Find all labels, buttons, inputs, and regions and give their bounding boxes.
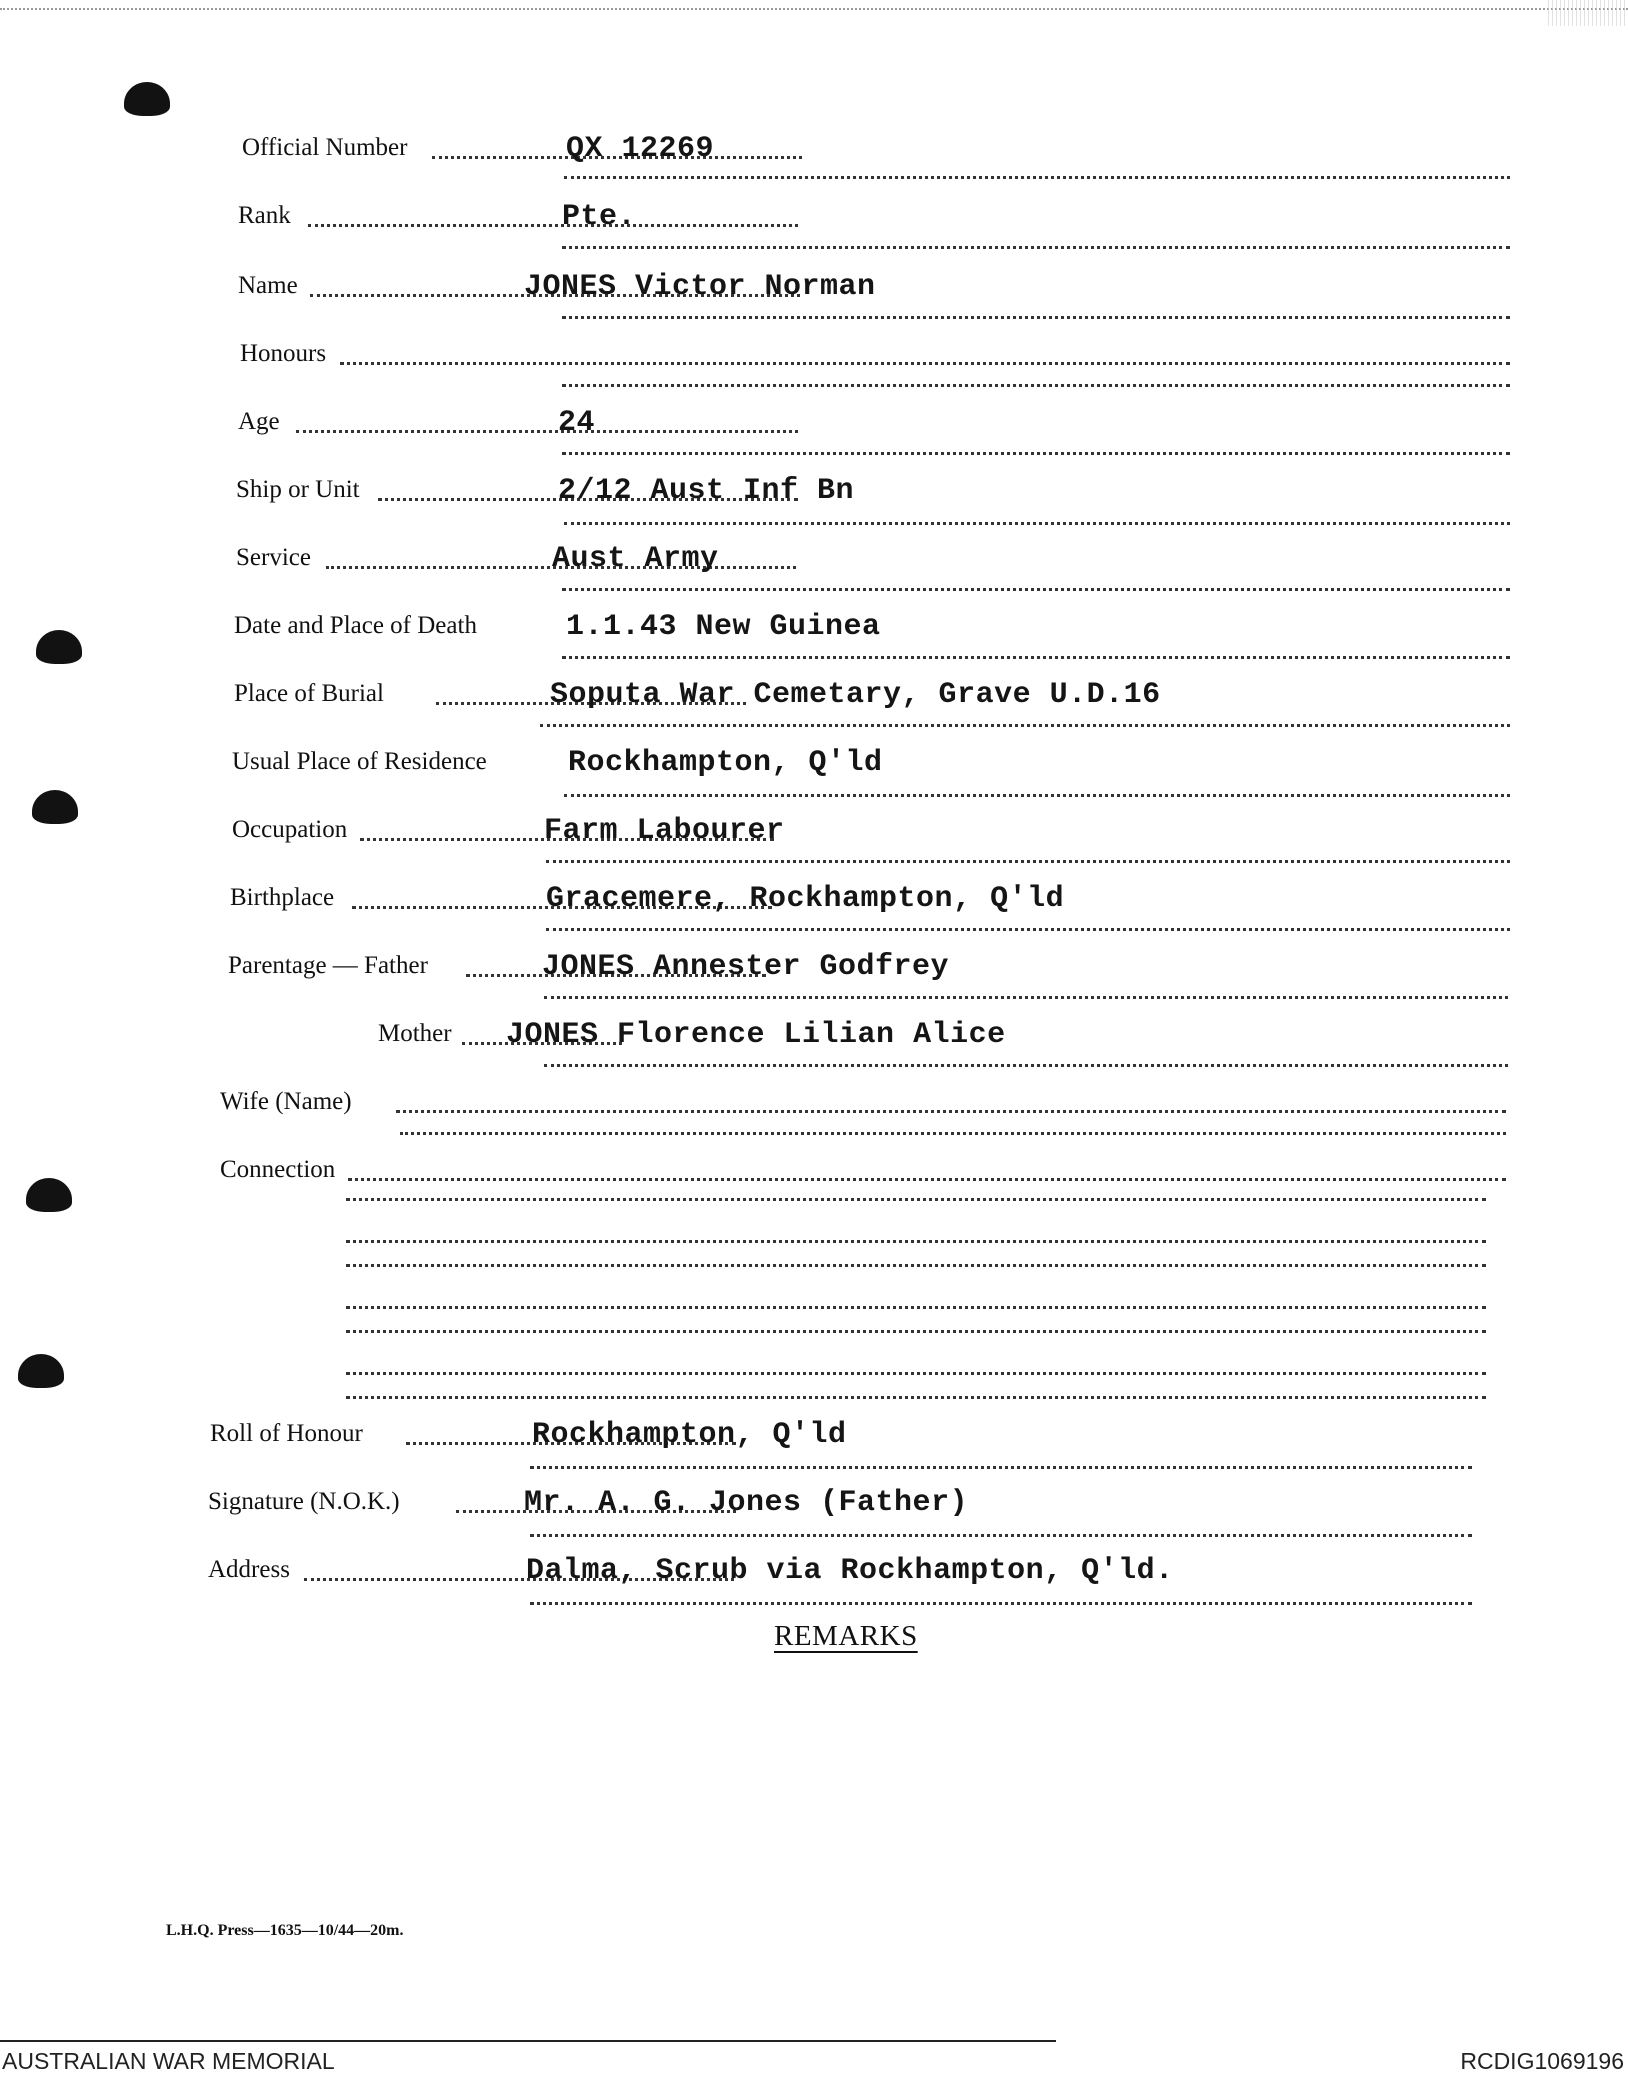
field-value: Rockhampton, Q'ld	[568, 746, 883, 780]
dotted-rule	[346, 1396, 1486, 1399]
field-label: Age	[238, 408, 280, 435]
dotted-rule	[346, 1330, 1486, 1333]
scan-noise	[1548, 0, 1628, 26]
field-label: Service	[236, 544, 311, 571]
field-label: Occupation	[232, 816, 348, 843]
field-birthplace	[230, 878, 1510, 918]
field-value: Rockhampton, Q'ld	[532, 1418, 847, 1452]
field-age	[238, 402, 1510, 442]
field-name	[238, 266, 1510, 306]
remarks-heading: REMARKS	[774, 1620, 918, 1652]
field-label: Place of Burial	[234, 680, 384, 707]
dotted-rule	[562, 452, 1510, 455]
punch-hole-icon	[124, 82, 170, 116]
field-value: Mr. A. G. Jones (Father)	[524, 1486, 969, 1520]
dotted-rule	[562, 588, 1510, 591]
field-label: Connection	[220, 1156, 336, 1183]
field-value: Dalma, Scrub via Rockhampton, Q'ld.	[526, 1554, 1174, 1588]
field-value: Aust Army	[552, 542, 719, 576]
press-mark: L.H.Q. Press—1635—10/44—20m.	[166, 1922, 404, 1939]
field-value: Farm Labourer	[544, 814, 785, 848]
dotted-leader	[340, 362, 1510, 365]
field-value: JONES Annester Godfrey	[542, 950, 950, 984]
field-connection	[220, 1150, 1506, 1190]
field-label: Parentage — Father	[228, 952, 428, 979]
dotted-rule	[346, 1198, 1486, 1201]
field-honours	[240, 334, 1510, 374]
footer-record-id: RCDIG1069196	[1460, 2048, 1624, 2074]
dotted-rule	[562, 656, 1510, 659]
dotted-rule	[564, 794, 1510, 797]
dotted-rule	[530, 1466, 1472, 1469]
torn-top-edge	[0, 0, 1628, 10]
field-label: Usual Place of Residence	[232, 748, 487, 775]
dotted-rule	[562, 316, 1510, 319]
dotted-rule	[546, 860, 1510, 863]
dotted-rule	[530, 1602, 1472, 1605]
punch-hole-icon	[26, 1178, 72, 1212]
field-label: Name	[238, 272, 298, 299]
field-label: Signature (N.O.K.)	[208, 1488, 400, 1515]
field-label: Ship or Unit	[236, 476, 360, 503]
dotted-rule	[346, 1306, 1486, 1309]
field-wife-name	[220, 1082, 1506, 1122]
field-ship-or-unit	[236, 470, 1510, 510]
field-value: Pte.	[562, 200, 637, 234]
dotted-rule	[540, 724, 1510, 727]
field-date-place-of-death	[234, 606, 1510, 646]
dotted-rule	[400, 1132, 1506, 1135]
footer-institution: AUSTRALIAN WAR MEMORIAL	[2, 2048, 335, 2074]
field-value: JONES Florence Lilian Alice	[506, 1018, 1006, 1052]
dotted-leader	[308, 224, 798, 227]
field-value: 1.1.43 New Guinea	[566, 610, 881, 644]
field-label: Address	[208, 1556, 290, 1583]
field-usual-residence	[232, 742, 1510, 782]
dotted-leader	[396, 1110, 1506, 1113]
dotted-rule	[346, 1264, 1486, 1267]
dotted-rule	[564, 176, 1510, 179]
dotted-leader	[348, 1178, 1506, 1181]
field-place-of-burial	[234, 674, 1510, 714]
punch-hole-icon	[32, 790, 78, 824]
field-label: Mother	[378, 1020, 452, 1047]
dotted-rule	[562, 384, 1510, 387]
field-label: Honours	[240, 340, 327, 367]
field-value: 24	[558, 406, 596, 440]
dotted-rule	[564, 522, 1510, 525]
field-official-number	[242, 128, 1510, 168]
dotted-rule	[546, 928, 1510, 931]
dotted-rule	[544, 1064, 1508, 1067]
field-value: QX 12269	[566, 132, 715, 166]
field-value: JONES Victor Norman	[524, 270, 876, 304]
field-label: Rank	[238, 202, 291, 229]
dotted-rule	[562, 246, 1510, 249]
dotted-leader	[296, 430, 798, 433]
field-label: Official Number	[242, 134, 408, 161]
field-label: Date and Place of Death	[234, 612, 477, 639]
punch-hole-icon	[18, 1354, 64, 1388]
dotted-rule	[346, 1240, 1486, 1243]
field-occupation	[232, 810, 1510, 850]
field-label: Wife (Name)	[220, 1088, 352, 1115]
field-roll-of-honour	[210, 1414, 1472, 1454]
footer-rule	[0, 2040, 1056, 2042]
field-rank	[238, 196, 1510, 236]
field-value: Gracemere, Rockhampton, Q'ld	[546, 882, 1065, 916]
dotted-rule	[346, 1372, 1486, 1375]
field-label: Roll of Honour	[210, 1420, 363, 1447]
field-address	[208, 1550, 1472, 1590]
field-value: 2/12 Aust Inf Bn	[558, 474, 855, 508]
field-value: Soputa War Cemetary, Grave U.D.16	[550, 678, 1161, 712]
field-label: Birthplace	[230, 884, 335, 911]
dotted-rule	[530, 1534, 1472, 1537]
field-signature-nok	[208, 1482, 1472, 1522]
punch-hole-icon	[36, 630, 82, 664]
field-mother	[378, 1014, 1508, 1054]
dotted-rule	[544, 996, 1508, 999]
field-father	[228, 946, 1508, 986]
field-service	[236, 538, 1510, 578]
